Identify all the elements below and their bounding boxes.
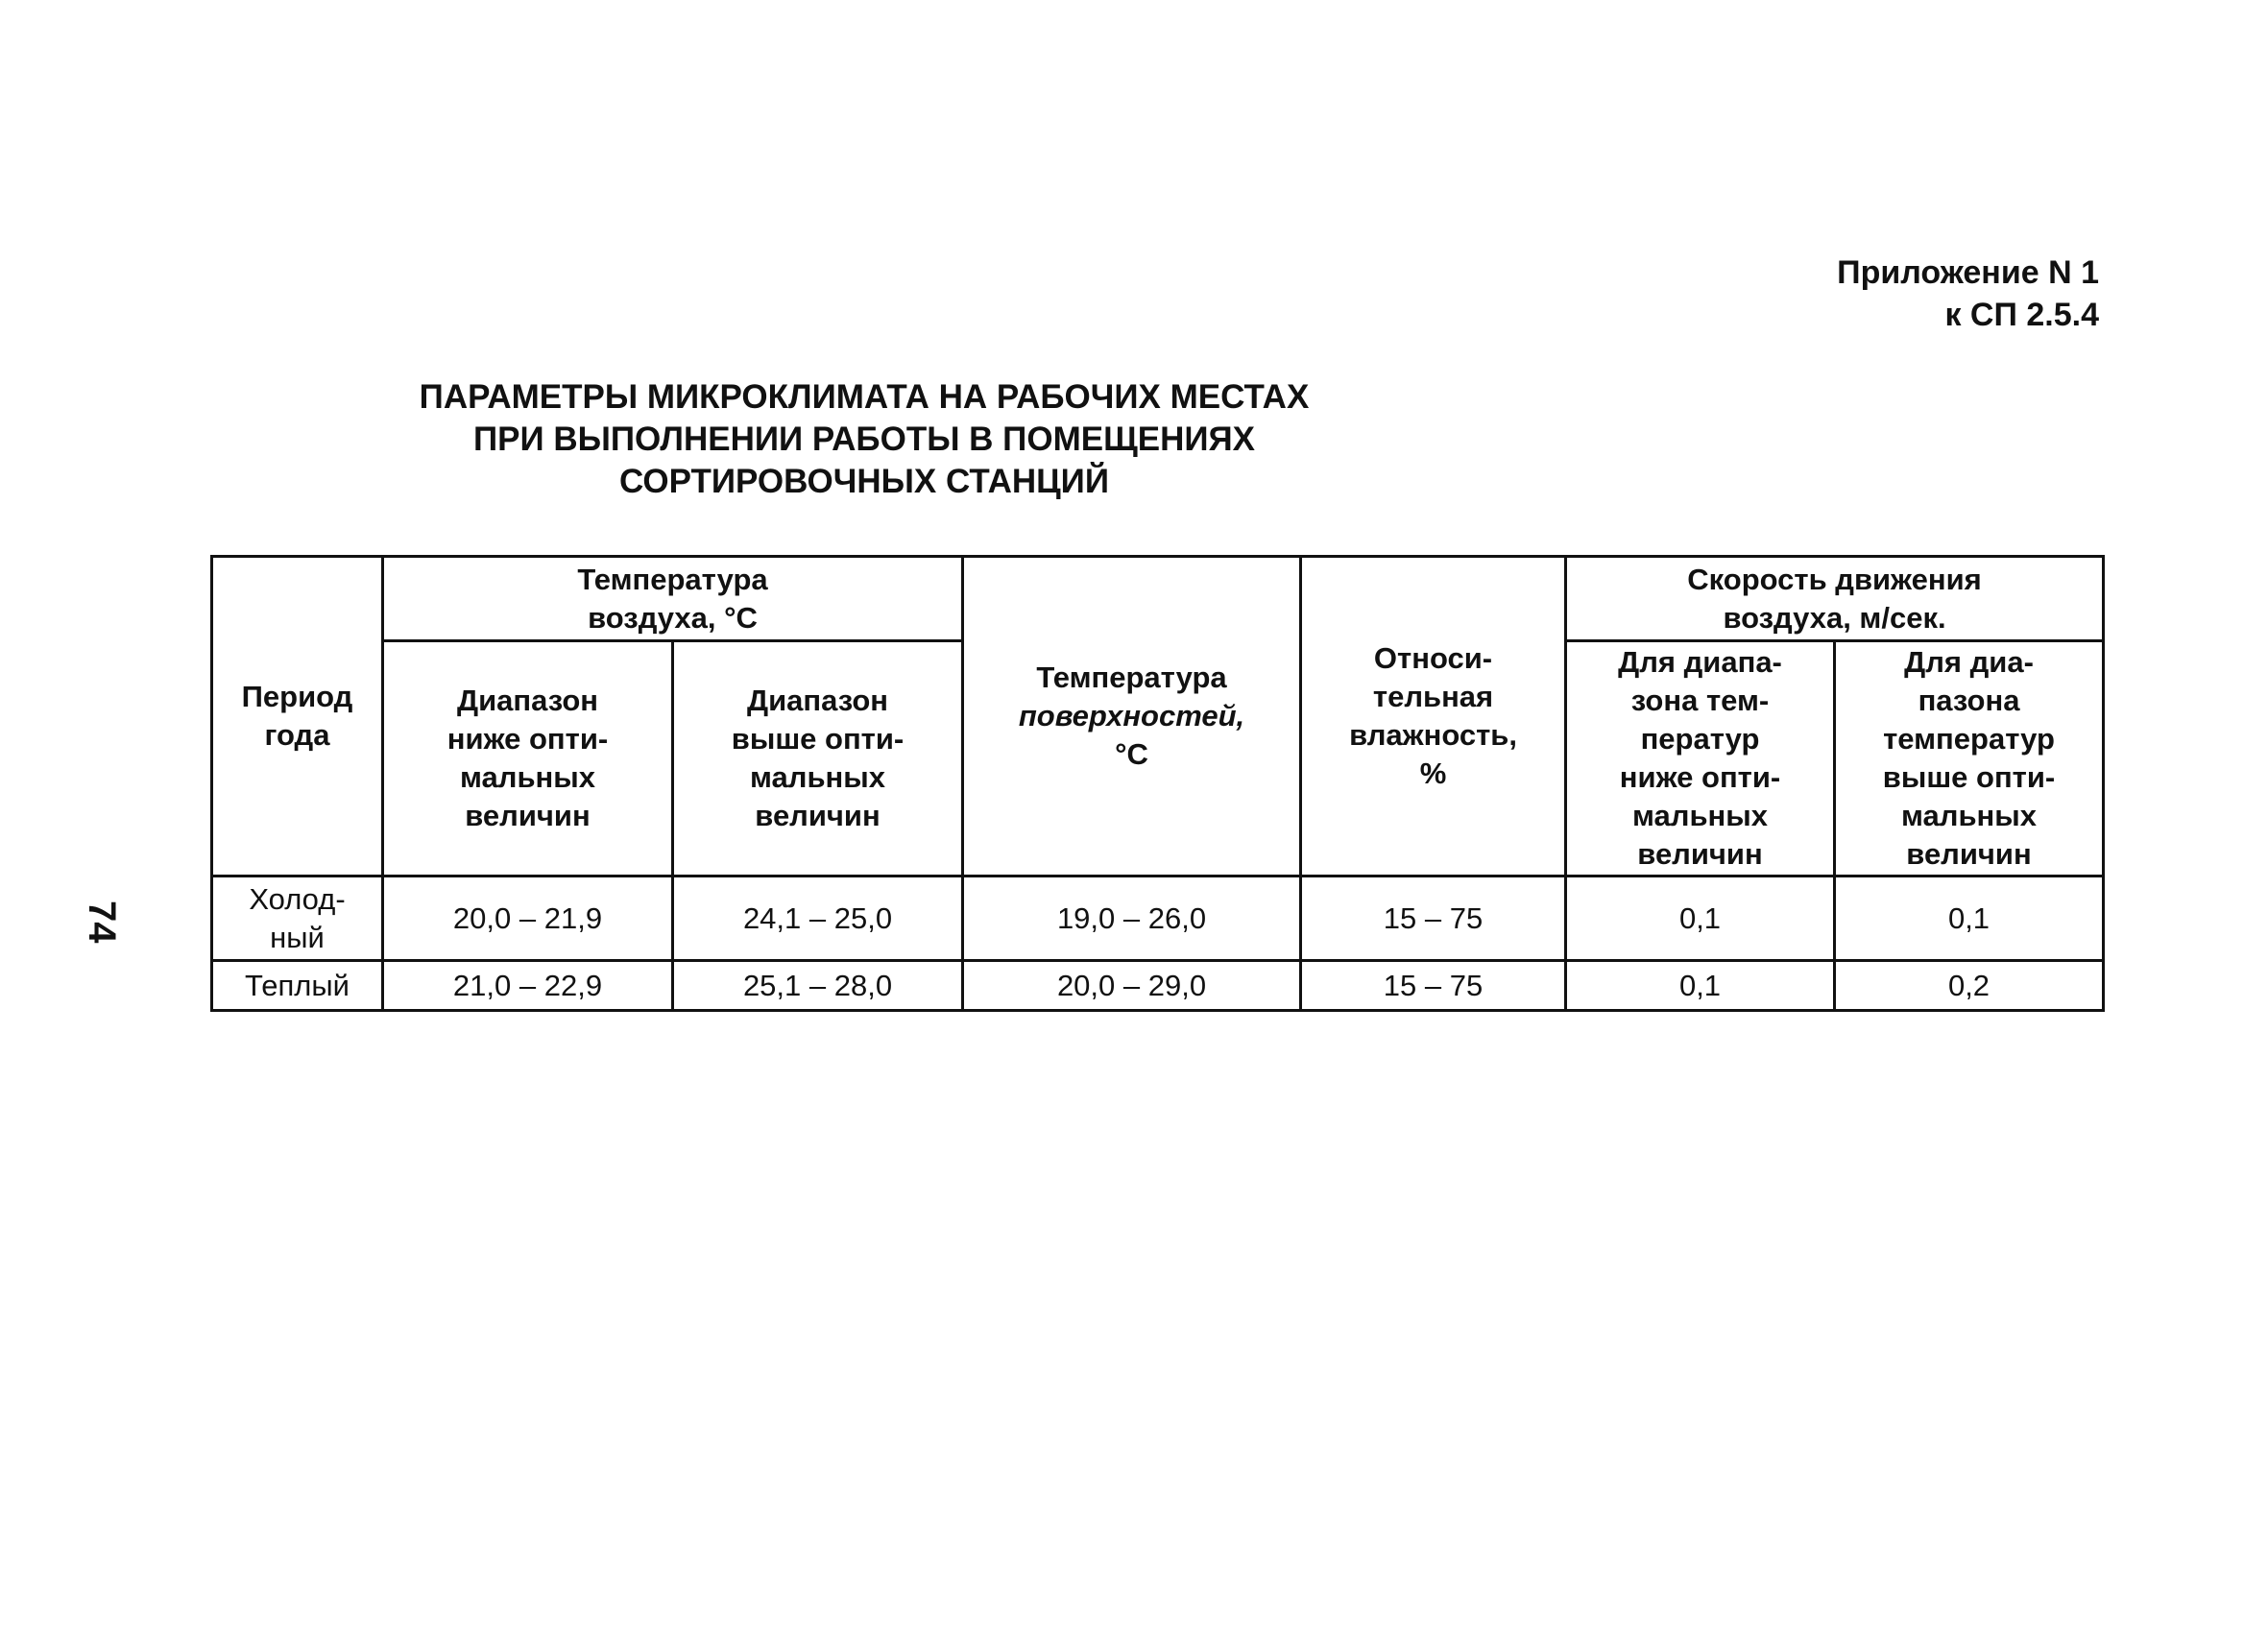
page-number: 74 — [81, 901, 123, 944]
cell-air-above: 24,1 – 25,0 — [673, 877, 963, 961]
header-below-optimal-line: величин — [465, 799, 591, 832]
row-period — [212, 877, 383, 961]
header-speed-above-line: мальных — [1901, 799, 2037, 832]
header-above-optimal-line: мальных — [750, 760, 885, 794]
header-speed-below-line: Для диапа- — [1618, 645, 1782, 679]
header-surface-temperature — [963, 557, 1301, 877]
appendix-document: к СП 2.5.4 — [1944, 297, 2099, 333]
header-above-optimal-line: величин — [755, 799, 881, 832]
header-below-optimal-line: Диапазон — [456, 684, 599, 717]
table-row — [212, 877, 2104, 961]
header-speed-below-line: зона тем- — [1630, 684, 1770, 717]
header-speed-above-line: пазона — [1918, 684, 2020, 717]
header-humidity-line: % — [1419, 756, 1447, 790]
header-period — [212, 557, 383, 877]
header-above-optimal-line: выше опти- — [731, 722, 905, 756]
header-air-speed-line: воздуха, м/сек. — [1723, 600, 1946, 635]
header-row-1 — [212, 557, 2104, 641]
title-line-2: ПРИ ВЫПОЛНЕНИИ РАБОТЫ В ПОМЕЩЕНИЯХ — [472, 420, 1256, 458]
cell-air-below: 21,0 – 22,9 — [383, 961, 673, 1011]
header-speed-above-line: величин — [1906, 837, 2032, 871]
header-speed-below-line: величин — [1637, 837, 1763, 871]
header-period-line: года — [264, 718, 330, 752]
title-line-3: СОРТИРОВОЧНЫХ СТАНЦИЙ — [619, 463, 1109, 500]
cell-speed-above: 0,1 — [1835, 877, 2104, 961]
row-period-line: Холод- — [249, 881, 346, 916]
cell-air-above: 25,1 – 28,0 — [673, 961, 963, 1011]
row-period-line: ный — [270, 920, 325, 954]
header-surface-temperature-line: °С — [1115, 737, 1148, 771]
header-humidity-line: Относи- — [1373, 641, 1493, 675]
header-surface-temperature-line: поверхностей, — [1018, 699, 1245, 732]
cell-air-below: 20,0 – 21,9 — [383, 877, 673, 961]
appendix-number: Приложение N 1 — [1837, 254, 2099, 291]
header-humidity-line: тельная — [1372, 680, 1494, 713]
header-speed-below-line: ператур — [1640, 722, 1760, 756]
header-speed-above-line: температур — [1883, 722, 2055, 756]
cell-surface: 19,0 – 26,0 — [963, 877, 1301, 961]
microclimate-table — [210, 555, 2105, 1012]
cell-humidity: 15 – 75 — [1301, 877, 1566, 961]
header-air-speed — [1566, 557, 2104, 641]
header-air-speed-line: Скорость движения — [1687, 562, 1982, 596]
header-above-optimal-line: Диапазон — [746, 684, 889, 717]
header-period-line: Период — [241, 680, 353, 713]
cell-humidity: 15 – 75 — [1301, 961, 1566, 1011]
cell-speed-below: 0,1 — [1566, 877, 1835, 961]
header-speed-above-line: выше опти- — [1882, 760, 2056, 794]
header-surface-temperature-line: Температура — [1036, 660, 1227, 694]
header-humidity — [1301, 557, 1566, 877]
row-period — [212, 961, 383, 1011]
title-line-1: ПАРАМЕТРЫ МИКРОКЛИМАТА НА РАБОЧИХ МЕСТАХ — [419, 378, 1310, 416]
cell-speed-below: 0,1 — [1566, 961, 1835, 1011]
header-below-optimal-line: мальных — [460, 760, 595, 794]
header-speed-below — [1566, 641, 1835, 877]
header-below-optimal — [383, 641, 673, 877]
header-speed-above — [1835, 641, 2104, 877]
cell-surface: 20,0 – 29,0 — [963, 961, 1301, 1011]
header-above-optimal — [673, 641, 963, 877]
header-humidity-line: влажность, — [1349, 718, 1517, 752]
header-speed-below-line: мальных — [1632, 799, 1768, 832]
cell-speed-above: 0,2 — [1835, 961, 2104, 1011]
header-speed-below-line: ниже опти- — [1619, 760, 1781, 794]
document-title — [384, 376, 1344, 503]
header-air-temperature-line: воздуха, °С — [588, 600, 758, 635]
appendix-reference — [1837, 252, 2099, 336]
row-period-line: Теплый — [245, 968, 350, 1002]
header-air-temperature-line: Температура — [577, 562, 768, 596]
header-below-optimal-line: ниже опти- — [446, 722, 609, 756]
header-air-temperature — [383, 557, 963, 641]
table-row — [212, 961, 2104, 1011]
header-speed-above-line: Для диа- — [1904, 645, 2034, 679]
